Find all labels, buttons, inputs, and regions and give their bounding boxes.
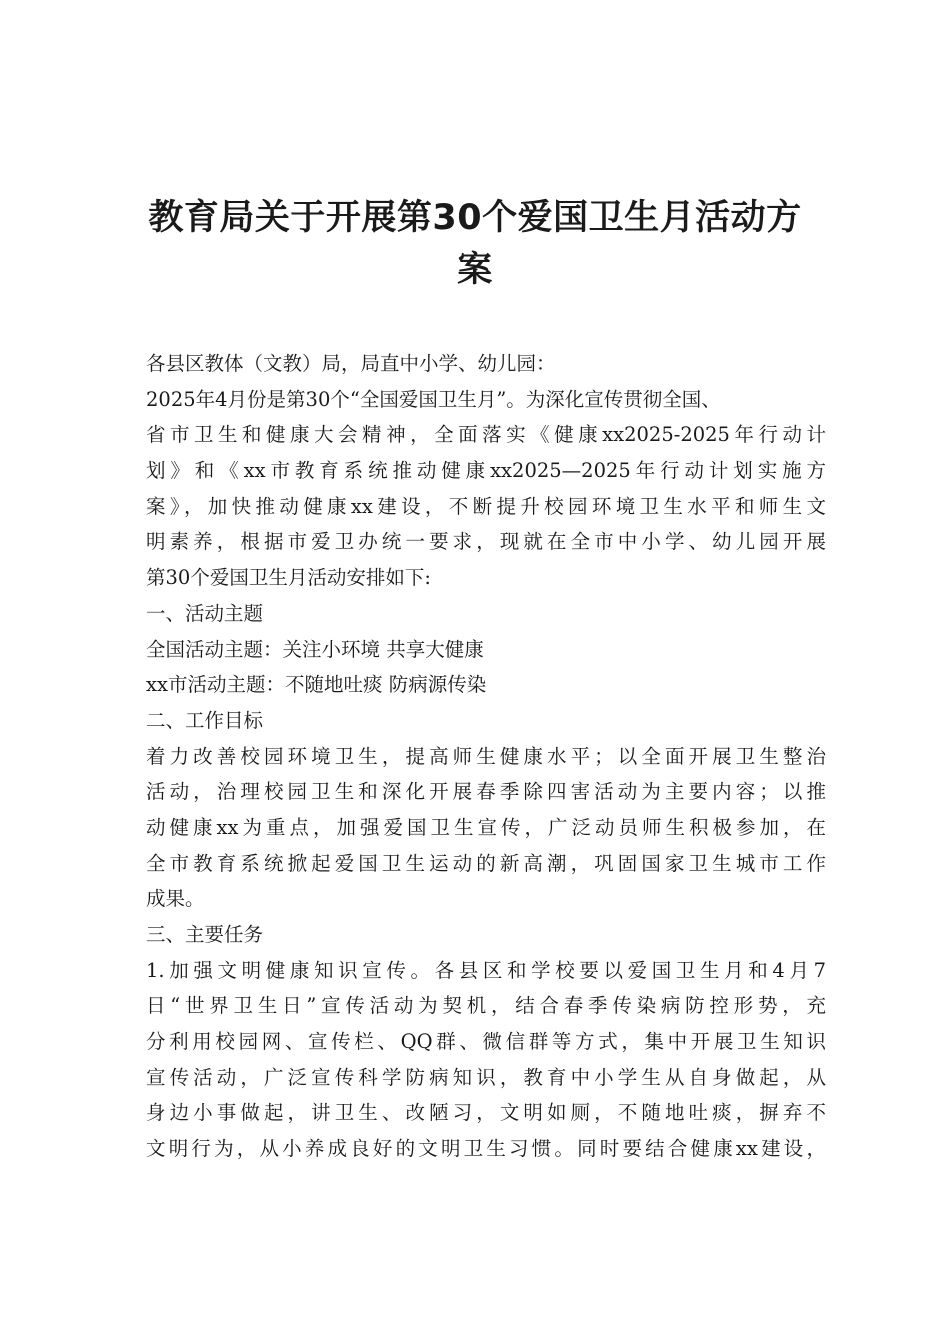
body-line: 日“世界卫生日”宣传活动为契机，结合春季传染病防控形势，充 xyxy=(146,994,826,1018)
section-heading: 三、主要任务 xyxy=(146,923,264,946)
body-line: 2025年4月份是第30个“全国爱国卫生月”。为深化宣传贯彻全国、 xyxy=(146,387,721,411)
body-line: 第30个爱国卫生月活动安排如下: xyxy=(146,566,431,590)
body-line: 省市卫生和健康大会精神，全面落实《健康xx2025-2025年行动计 xyxy=(146,423,826,447)
body-line: 着力改善校园环境卫生，提高师生健康水平；以全面开展卫生整治 xyxy=(146,744,826,768)
title-line: 教育局关于开展第30个爱国卫生月活动方 xyxy=(148,198,802,238)
body-line: xx市活动主题：不随地吐痰 防病源传染 xyxy=(146,673,487,697)
document-body xyxy=(146,346,826,1167)
body-line: 分利用校园网、宣传栏、QQ群、微信群等方式，集中开展卫生知识 xyxy=(146,1030,826,1054)
body-line: 划》和《xx市教育系统推动健康xx2025—2025年行动计划实施方 xyxy=(146,459,826,483)
section-heading: 一、活动主题 xyxy=(146,601,264,625)
title-line: 案 xyxy=(457,250,493,290)
body-line: 文明行为，从小养成良好的文明卫生习惯。同时要结合健康xx建设， xyxy=(146,1137,826,1161)
body-line: 成果。 xyxy=(146,887,205,911)
body-line: 1.加强文明健康知识宣传。各县区和学校要以爱国卫生月和4月7 xyxy=(146,958,826,982)
body-line: 活动，治理校园卫生和深化开展春季除四害活动为主要内容；以推 xyxy=(146,780,826,804)
section-heading: 二、工作目标 xyxy=(146,708,264,732)
body-line: 动健康xx为重点，加强爱国卫生宣传，广泛动员师生积极参加，在 xyxy=(146,815,826,839)
body-line: 身边小事做起，讲卫生、改陋习，文明如厕，不随地吐痰，摒弃不 xyxy=(146,1101,826,1125)
body-line: 全国活动主题：关注小环境 共享大健康 xyxy=(146,637,484,661)
body-line: 宣传活动，广泛宣传科学防病知识，教育中小学生从自身做起，从 xyxy=(146,1065,826,1089)
body-line: 案》，加快推动健康xx建设，不断提升校园环境卫生水平和师生文 xyxy=(146,494,826,518)
salutation: 各县区教体（文教）局，局直中小学、幼儿园： xyxy=(146,352,556,375)
document-title xyxy=(120,192,830,296)
body-line: 明素养，根据市爱卫办统一要求，现就在全市中小学、幼儿园开展 xyxy=(146,530,826,554)
body-line: 全市教育系统掀起爱国卫生运动的新高潮，巩固国家卫生城市工作 xyxy=(146,851,826,875)
